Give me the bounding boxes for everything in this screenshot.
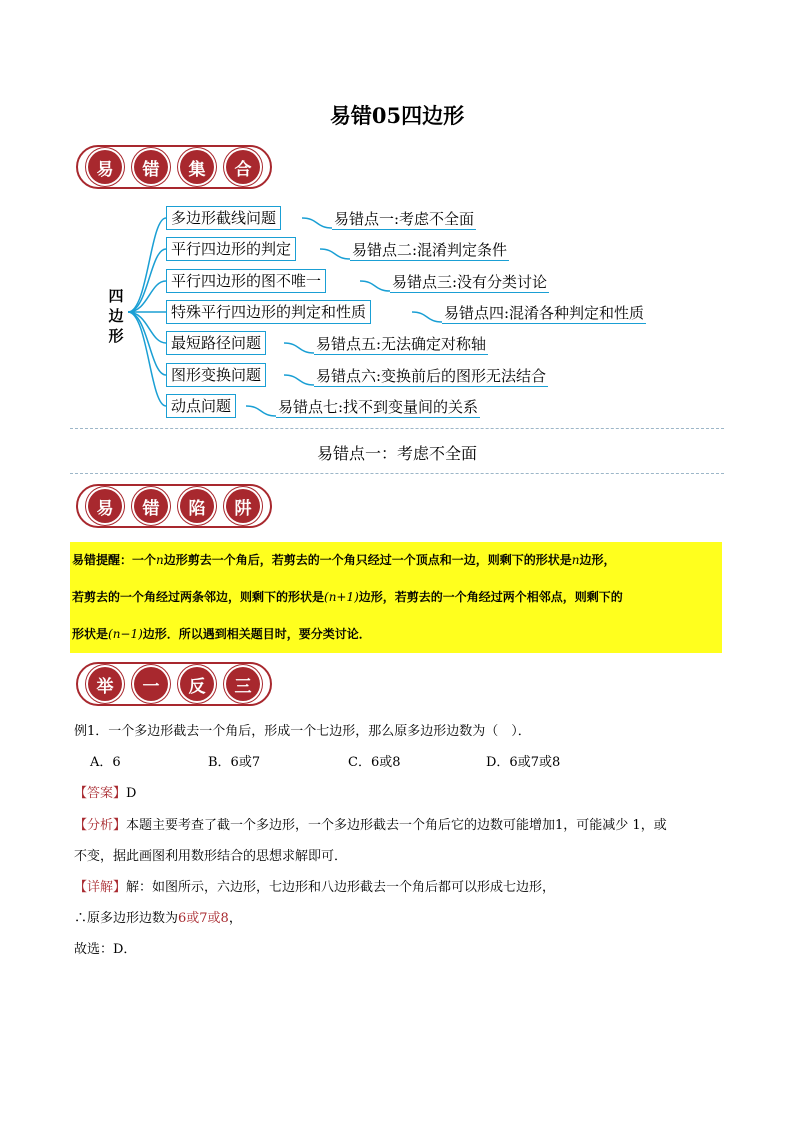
math-n: n xyxy=(156,553,164,567)
page-title: 易错05四边形 xyxy=(329,103,465,128)
analysis-line: 不变，据此画图利用数形结合的思想求解即可． xyxy=(74,849,348,864)
badge-char: 错 xyxy=(134,489,168,523)
topic-box: 平行四边形的判定 xyxy=(166,237,296,261)
reminder-text: 形状是 xyxy=(72,627,109,641)
topic-box: 平行四边形的图不唯一 xyxy=(166,269,326,293)
option-c: C．6或8 xyxy=(348,755,401,770)
topic-note: 易错点四:混淆各种判定和性质 xyxy=(444,304,645,322)
topic-box: 图形变换问题 xyxy=(166,363,266,387)
detail-line xyxy=(74,910,242,928)
badge-char: 集 xyxy=(180,150,214,184)
example-options xyxy=(90,754,690,772)
section-divider xyxy=(70,473,724,474)
answer-value: D xyxy=(126,786,137,801)
section-heading: 易错点一：考虑不全面 xyxy=(316,444,477,463)
topic-note: 易错点六:变换前后的图形无法结合 xyxy=(316,367,547,385)
detail-answer: 6或7或8 xyxy=(178,911,229,926)
badge-char: 阱 xyxy=(226,489,260,523)
topic-note: 易错点三:没有分类讨论 xyxy=(392,273,548,291)
detail-text: ∴原多边形边数为 xyxy=(74,911,179,926)
detail-text: 解：如图所示，六边形，七边形和八边形截去一个角后都可以形成七边形， xyxy=(126,880,556,895)
option-a: A．6 xyxy=(90,755,121,770)
badge-char: 陷 xyxy=(180,489,214,523)
topic-box: 多边形截线问题 xyxy=(166,206,281,230)
option-d: D．6或7或8 xyxy=(486,755,561,770)
reminder-text: 边形剪去一个角后，若剪去的一个角只经过一个顶点和一边，则剩下的形状是 xyxy=(163,553,572,567)
badge-char: 一 xyxy=(134,667,168,701)
example-question: 例1．一个多边形截去一个角后，形成一个七边形，那么原多边形边数为（ ）． xyxy=(74,724,531,739)
root-char: 边 xyxy=(108,307,124,325)
reminder-text: 边形，若剪去的一个角经过两个相邻点，则剩下的 xyxy=(358,590,623,604)
analysis-tag: 【分析】 xyxy=(74,818,127,833)
badge-char: 易 xyxy=(88,489,122,523)
badge-char: 易 xyxy=(88,150,122,184)
topic-box: 特殊平行四边形的判定和性质 xyxy=(166,300,371,324)
reminder-text: 易错提醒：一个 xyxy=(72,553,157,567)
reminder-line xyxy=(72,542,720,579)
math-n: n xyxy=(571,553,580,567)
badge-char: 反 xyxy=(180,667,214,701)
reminder-text: 若剪去的一个角经过两条邻边，则剩下的形状是 xyxy=(72,590,325,604)
topic-box: 动点问题 xyxy=(166,394,236,418)
topic-note: 易错点二:混淆判定条件 xyxy=(352,241,508,259)
math-n-plus-1: (n+1) xyxy=(324,590,359,604)
root-char: 四 xyxy=(108,287,124,305)
analysis-text: 本题主要考查了截一个多边形，一个多边形截去一个角后它的边数可能增加1，可能减少 1，或 xyxy=(126,818,667,833)
reminder-line xyxy=(72,579,720,616)
badge-char: 举 xyxy=(88,667,122,701)
topic-note: 易错点一:考虑不全面 xyxy=(334,210,475,228)
practice-badges xyxy=(76,662,272,706)
analysis-line xyxy=(74,817,667,835)
answer-line xyxy=(74,785,136,803)
topic-note: 易错点七:找不到变量间的关系 xyxy=(278,398,479,416)
math-n-minus-1: (n−1) xyxy=(108,627,143,641)
option-b: B．6或7 xyxy=(208,755,261,770)
reminder-box xyxy=(70,542,722,653)
root-char: 形 xyxy=(108,327,124,345)
section-divider xyxy=(70,428,724,429)
detail-line: 故选：D． xyxy=(74,942,137,957)
badge-char: 错 xyxy=(134,150,168,184)
topic-note: 易错点五:无法确定对称轴 xyxy=(316,335,487,353)
answer-tag: 【答案】 xyxy=(74,786,127,801)
reminder-text: 边形， xyxy=(579,553,616,567)
trap-badges xyxy=(76,484,272,528)
detail-text: ， xyxy=(228,911,242,926)
detail-tag: 【详解】 xyxy=(74,880,127,895)
topic-box: 最短路径问题 xyxy=(166,331,266,355)
badge-char: 合 xyxy=(226,150,260,184)
reminder-text: 边形．所以遇到相关题目时，要分类讨论． xyxy=(142,627,371,641)
badge-char: 三 xyxy=(226,667,260,701)
detail-line xyxy=(74,879,555,897)
reminder-line xyxy=(72,616,720,653)
